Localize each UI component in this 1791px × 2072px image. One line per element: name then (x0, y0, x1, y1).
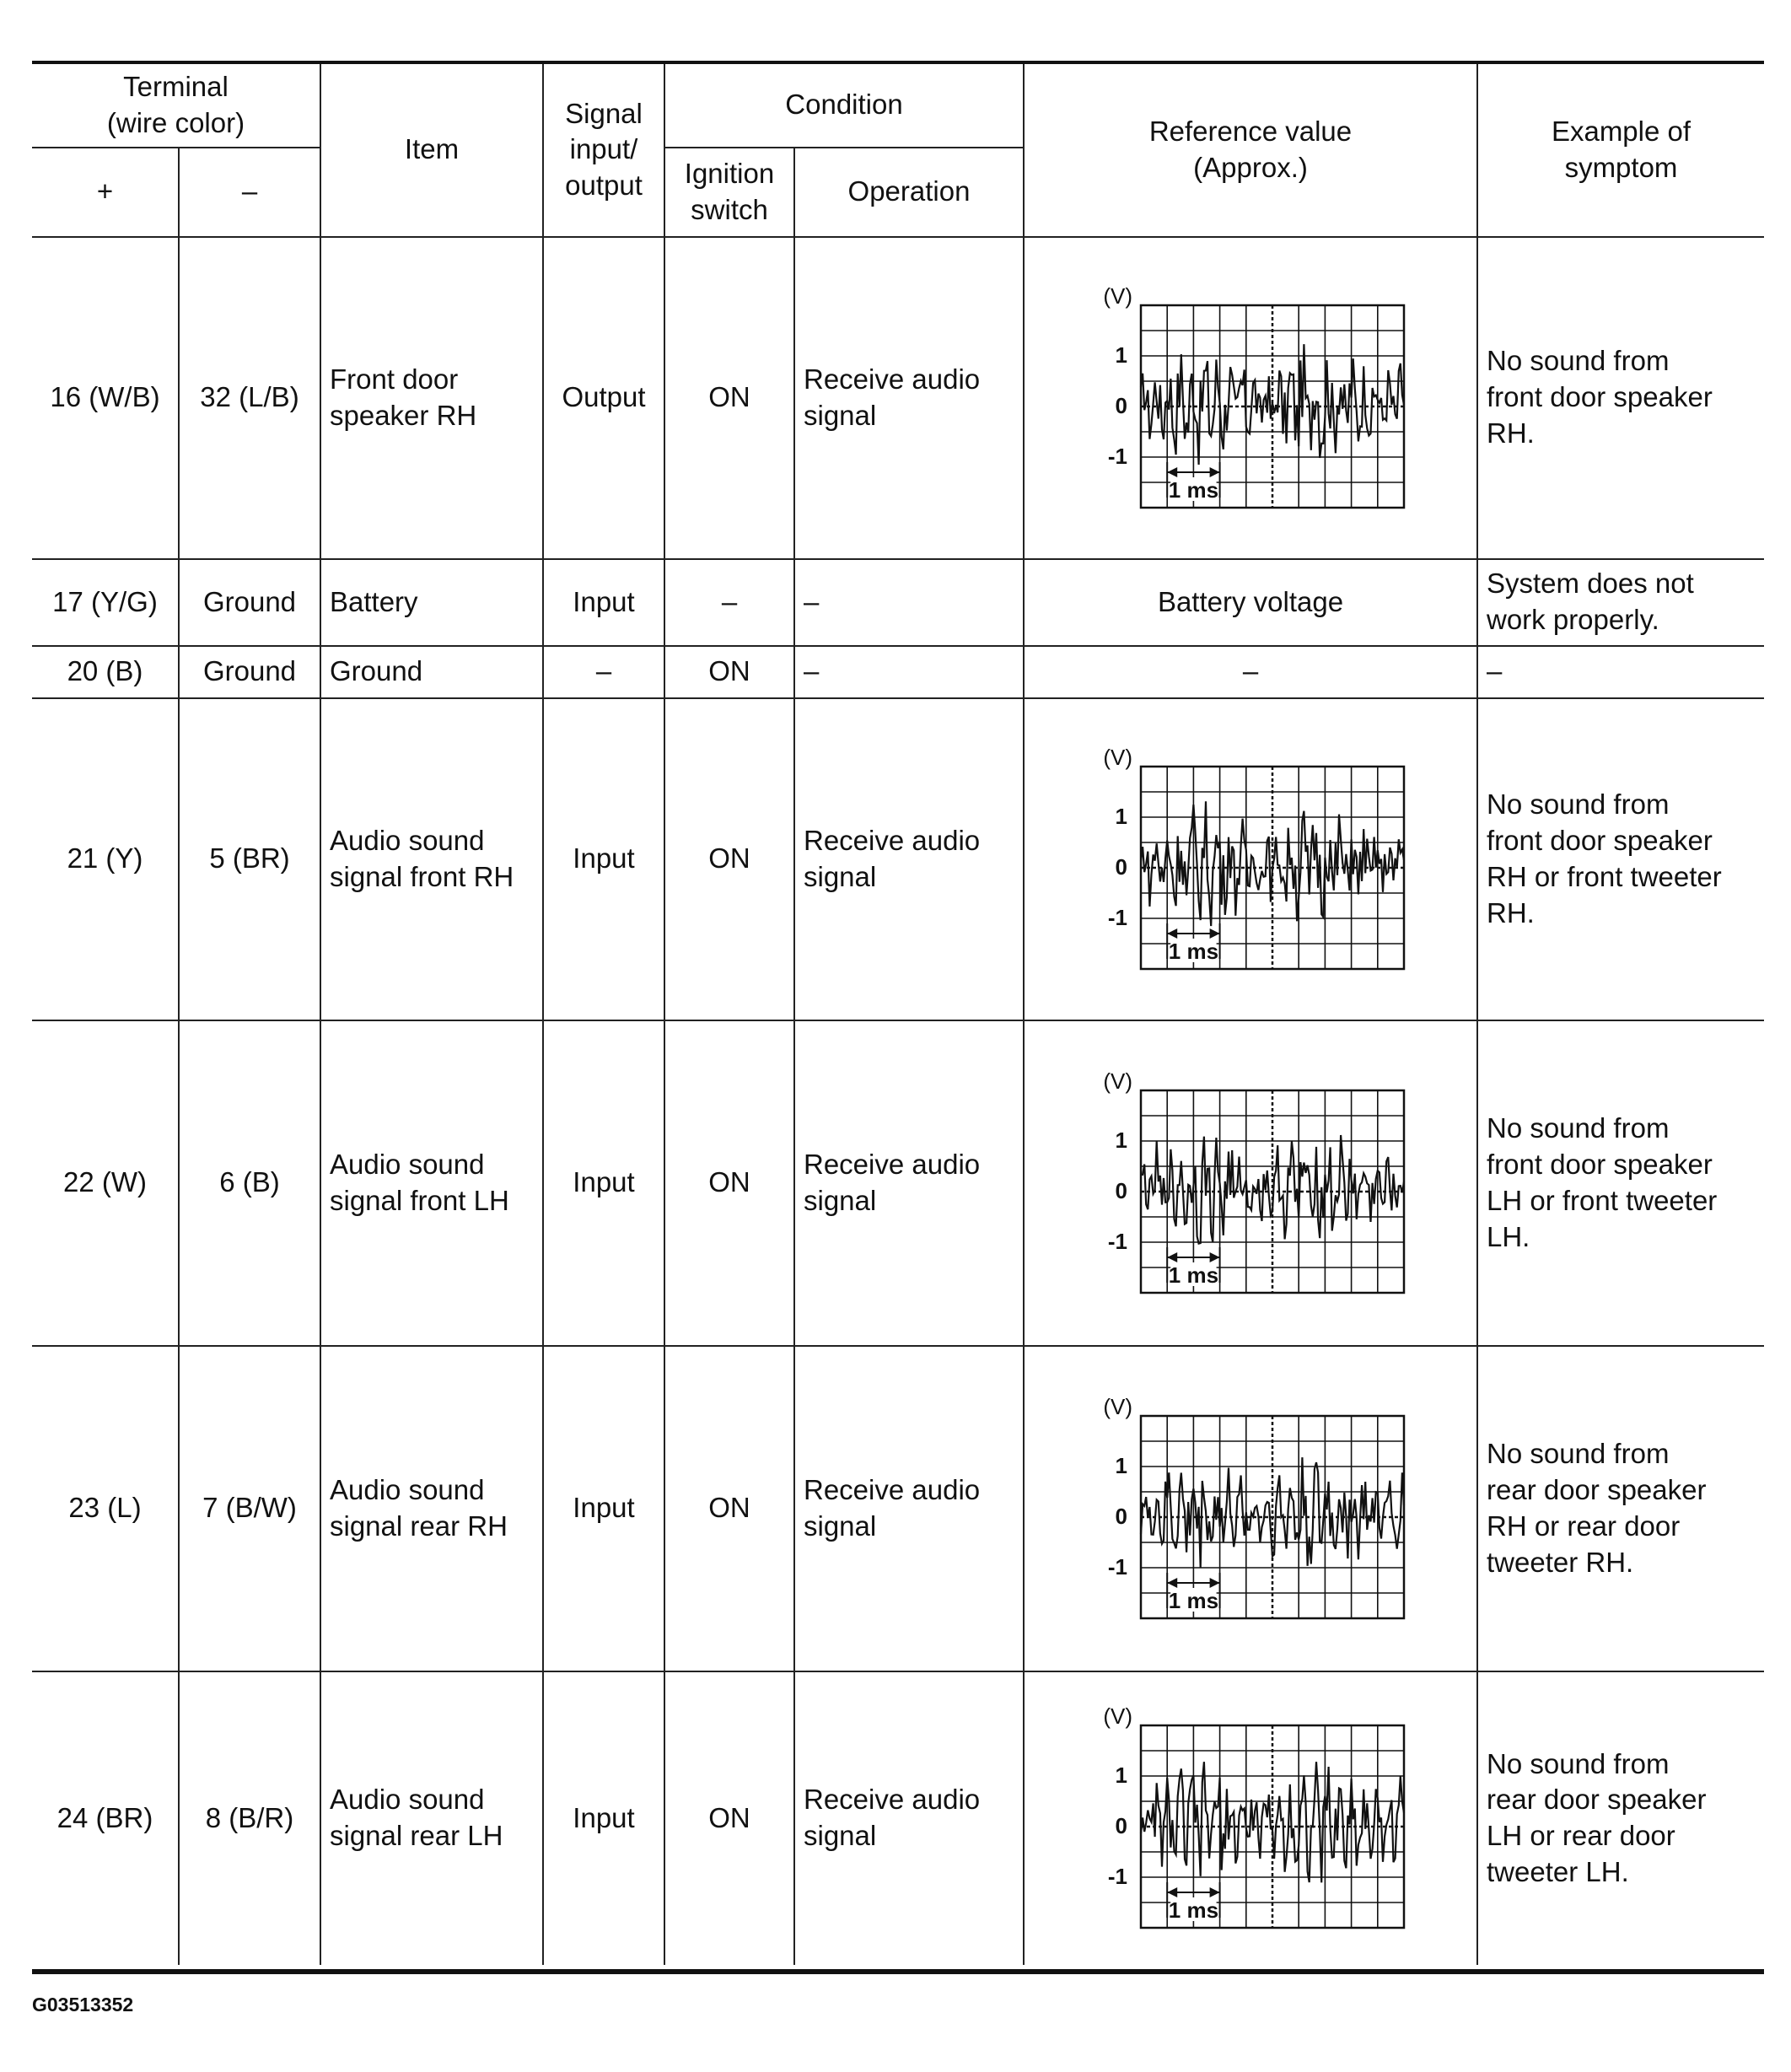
ignition-switch (664, 1346, 794, 1671)
example-symptom-text: No sound from rear door speaker RH or rear door tweeter RH. (1487, 1438, 1707, 1578)
ignition-switch (664, 698, 794, 1020)
scope-unit-label: (V) (1103, 283, 1132, 309)
ignition-switch-text: ON (708, 1492, 750, 1524)
operation-text: Receive audio signal (804, 1148, 981, 1216)
reference-value (1024, 1671, 1477, 1965)
scope-tick-label: 1 (1115, 1763, 1127, 1789)
header-minus: – (179, 148, 320, 237)
example-symptom-text: No sound from front door speaker RH. (1487, 345, 1713, 449)
audio-signal-waveform (1090, 1700, 1411, 1936)
operation-text: Receive audio signal (804, 363, 981, 431)
scope-tick-label: -1 (1107, 443, 1127, 469)
signal-io-text: Input (573, 1492, 635, 1524)
ignition-switch-text: ON (708, 842, 750, 875)
signal-io-text: Input (573, 585, 635, 617)
ignition-switch (664, 646, 794, 698)
scope-tick-label: 0 (1115, 1503, 1127, 1529)
operation-text: Receive audio signal (804, 1473, 981, 1542)
scope-tick-label: 1 (1115, 342, 1127, 368)
terminal-minus (179, 1671, 320, 1965)
operation (794, 1346, 1024, 1671)
terminal-minus (179, 698, 320, 1020)
item-name (320, 1671, 543, 1965)
figure-id: G03513352 (32, 1994, 134, 2015)
scope-tick-label: -1 (1107, 1228, 1127, 1254)
item-name-text: Audio sound signal front LH (330, 1148, 509, 1216)
terminal-plus (32, 1346, 179, 1671)
example-symptom-text: – (1487, 655, 1503, 687)
table-row (32, 237, 1764, 559)
terminal-minus-text: 5 (BR) (209, 842, 290, 875)
table-row (32, 1346, 1764, 1671)
example-symptom (1477, 1020, 1764, 1346)
time-scale-label: 1 ms (1168, 1897, 1219, 1924)
operation (794, 559, 1024, 646)
scope-tick-label: 1 (1115, 1452, 1127, 1478)
terminal-minus-text: 7 (B/W) (202, 1492, 297, 1524)
terminal-plus (32, 698, 179, 1020)
ignition-switch-text: – (721, 585, 738, 617)
item-name-text: Front door speaker RH (330, 363, 477, 431)
header-ignition-switch: Ignition switch (664, 148, 794, 237)
terminal-minus-text: 8 (B/R) (205, 1801, 294, 1833)
scope-unit-label: (V) (1103, 1068, 1132, 1094)
signal-io-text: Output (562, 381, 646, 413)
audio-signal-waveform (1090, 280, 1411, 516)
operation (794, 1671, 1024, 1965)
signal-io (543, 237, 664, 559)
header-signal-io: Signal input/ output (543, 64, 664, 237)
operation-text: Receive audio signal (804, 824, 981, 892)
terminal-minus-text: 32 (L/B) (200, 381, 299, 413)
ignition-switch (664, 1020, 794, 1346)
operation (794, 1020, 1024, 1346)
terminal-minus (179, 559, 320, 646)
terminal-plus-text: 21 (Y) (67, 842, 143, 875)
audio-signal-waveform (1090, 741, 1411, 977)
scope-tick-label: -1 (1107, 904, 1127, 930)
example-symptom-text: No sound from front door speaker LH or front tweeter LH. (1487, 1112, 1718, 1252)
operation-text: Receive audio signal (804, 1784, 981, 1852)
header-example-symptom: Example of symptom (1477, 64, 1764, 237)
terminal-reference-table (32, 64, 1764, 1965)
signal-io (543, 1020, 664, 1346)
terminal-minus-text: Ground (202, 655, 297, 687)
item-name (320, 237, 543, 559)
header-condition: Condition (664, 64, 1024, 148)
header-plus: + (32, 148, 179, 237)
signal-io-text: Input (573, 1801, 635, 1833)
example-symptom (1477, 698, 1764, 1020)
scope-unit-label: (V) (1103, 744, 1132, 770)
terminal-minus (179, 237, 320, 559)
table-row (32, 698, 1764, 1020)
signal-io-text: – (595, 655, 612, 687)
terminal-minus-text: 6 (B) (219, 1166, 280, 1198)
scope-tick-label: 1 (1115, 803, 1127, 829)
header-operation: Operation (794, 148, 1024, 237)
table-row (32, 1020, 1764, 1346)
scope-tick-label: 0 (1115, 853, 1127, 880)
scope-unit-label: (V) (1103, 1393, 1132, 1419)
bottom-rule (32, 1969, 1764, 1974)
example-symptom-text: No sound from rear door speaker LH or rear door tweeter LH. (1487, 1747, 1707, 1888)
signal-io (543, 698, 664, 1020)
terminal-plus-text: 24 (BR) (56, 1801, 153, 1833)
signal-io (543, 646, 664, 698)
terminal-minus (179, 1020, 320, 1346)
audio-signal-waveform (1090, 1391, 1411, 1627)
terminal-plus-text: 20 (B) (67, 655, 143, 687)
example-symptom (1477, 1346, 1764, 1671)
header-terminal: Terminal (wire color) (32, 64, 320, 148)
time-scale-label: 1 ms (1168, 1587, 1219, 1613)
ignition-switch-text: ON (708, 655, 750, 687)
signal-io (543, 1346, 664, 1671)
ignition-switch (664, 1671, 794, 1965)
terminal-minus-text: Ground (202, 585, 297, 617)
scope-tick-label: 0 (1115, 392, 1127, 418)
terminal-plus (32, 559, 179, 646)
table-row (32, 646, 1764, 698)
scope-tick-label: 0 (1115, 1813, 1127, 1839)
ignition-switch-text: ON (708, 381, 750, 413)
reference-value (1024, 1020, 1477, 1346)
terminal-plus-text: 22 (W) (63, 1166, 147, 1198)
example-symptom-text: System does not work properly. (1487, 568, 1694, 636)
reference-value-text: – (1242, 655, 1259, 687)
scope-tick-label: 1 (1115, 1127, 1127, 1153)
example-symptom-text: No sound from front door speaker RH or front tweeter RH. (1487, 788, 1722, 928)
operation (794, 698, 1024, 1020)
signal-io-text: Input (573, 842, 635, 875)
audio-signal-waveform (1090, 1065, 1411, 1301)
reference-value (1024, 698, 1477, 1020)
terminal-minus (179, 646, 320, 698)
terminal-plus-text: 23 (L) (68, 1492, 142, 1524)
reference-value (1024, 1346, 1477, 1671)
signal-io-text: Input (573, 1166, 635, 1198)
example-symptom (1477, 1671, 1764, 1965)
ignition-switch-text: ON (708, 1166, 750, 1198)
example-symptom (1477, 237, 1764, 559)
example-symptom (1477, 559, 1764, 646)
reference-value (1024, 237, 1477, 559)
terminal-plus (32, 237, 179, 559)
time-scale-label: 1 ms (1168, 476, 1219, 503)
item-name (320, 1346, 543, 1671)
item-name (320, 1020, 543, 1346)
terminal-minus (179, 1346, 320, 1671)
operation (794, 646, 1024, 698)
item-name (320, 646, 543, 698)
scope-waveform-trace (1141, 344, 1404, 465)
terminal-plus-text: 17 (Y/G) (52, 585, 158, 617)
item-name-text: Ground (330, 655, 423, 687)
item-name (320, 698, 543, 1020)
terminal-plus (32, 646, 179, 698)
example-symptom (1477, 646, 1764, 698)
terminal-plus-text: 16 (W/B) (50, 381, 160, 413)
table-row (32, 1671, 1764, 1965)
scope-tick-label: -1 (1107, 1864, 1127, 1890)
signal-io (543, 1671, 664, 1965)
reference-value (1024, 646, 1477, 698)
header-item: Item (320, 64, 543, 237)
terminal-plus (32, 1020, 179, 1346)
time-scale-label: 1 ms (1168, 938, 1219, 964)
terminal-plus (32, 1671, 179, 1965)
scope-tick-label: -1 (1107, 1553, 1127, 1580)
operation (794, 237, 1024, 559)
item-name-text: Battery (330, 585, 418, 617)
item-name-text: Audio sound signal rear LH (330, 1784, 503, 1852)
scope-tick-label: 0 (1115, 1177, 1127, 1203)
item-name-text: Audio sound signal front RH (330, 824, 514, 892)
time-scale-label: 1 ms (1168, 1262, 1219, 1288)
scope-unit-label: (V) (1103, 1703, 1132, 1730)
item-name (320, 559, 543, 646)
reference-value (1024, 559, 1477, 646)
ignition-switch (664, 559, 794, 646)
signal-io (543, 559, 664, 646)
item-name-text: Audio sound signal rear RH (330, 1473, 508, 1542)
table-row (32, 559, 1764, 646)
header-reference-value: Reference value (Approx.) (1024, 64, 1477, 237)
ignition-switch-text: ON (708, 1801, 750, 1833)
operation-text: – (804, 585, 820, 617)
reference-value-text: Battery voltage (1157, 585, 1344, 617)
ignition-switch (664, 237, 794, 559)
operation-text: – (804, 655, 820, 687)
